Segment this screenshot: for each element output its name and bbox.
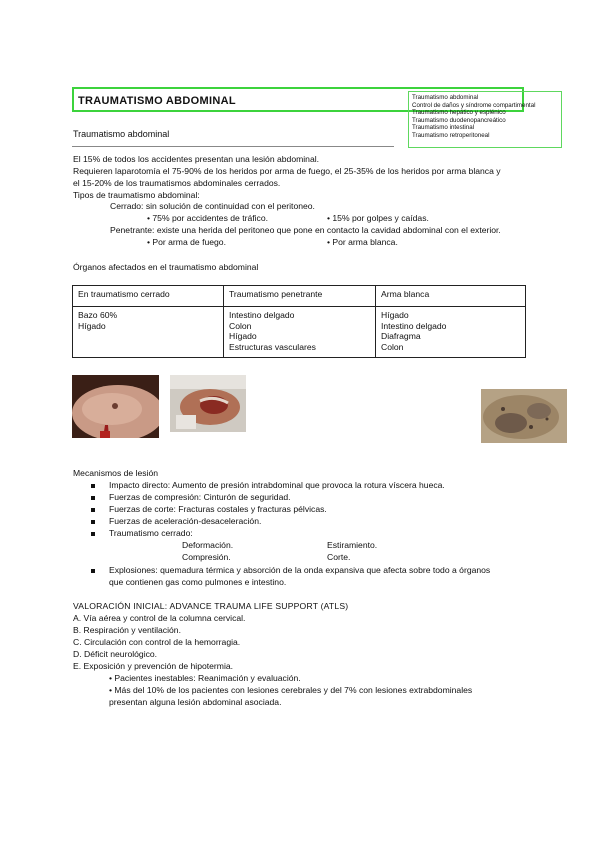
mechanism-item: Impacto directo: Aumento de presión intrabdominal que provoca la rotura víscera hueca. — [109, 480, 445, 490]
toc-item[interactable]: Traumatismo retroperitoneal — [412, 131, 490, 139]
toc-item[interactable]: Traumatismo abdominal — [412, 94, 479, 101]
mechanism-item: Fuerzas de corte: Fracturas costales y fracturas pélvicas. — [109, 504, 327, 514]
bruised-abdomen-photo — [481, 389, 567, 443]
toc-item[interactable]: Traumatismo duodenopancreático — [412, 116, 506, 124]
bullet-icon — [91, 532, 95, 536]
type-penetrating: Penetrante: existe una herida del peritoneo que pone en contacto la cavidad abdominal con el exterior. — [110, 225, 501, 235]
toc-item[interactable]: Control de daños y síndrome compartimental — [412, 101, 536, 109]
table-row — [73, 307, 526, 358]
type-penetrating-item: • Por arma blanca. — [327, 237, 398, 247]
table-cell: Hígado Intestino delgado Diafragma Colon — [376, 307, 526, 358]
type-closed-item: • 15% por golpes y caídas. — [327, 213, 429, 223]
table-cell: Intestino delgado Colon Hígado Estructuras vasculares — [224, 307, 376, 358]
atls-item: A. Vía aérea y control de la columna cervical. — [73, 613, 246, 623]
organs-heading: Órganos afectados en el traumatismo abdominal — [73, 262, 259, 272]
closed-sub-item: Deformación. — [182, 540, 234, 550]
table-cell: Bazo 60% Hígado — [73, 307, 224, 358]
intro-line: Requieren laparotomía el 75-90% de los heridos por arma de fuego, el 25-35% de los heridos por arma blanca y — [73, 166, 501, 176]
atls-item: E. Exposición y prevención de hipotermia. — [73, 661, 234, 671]
atls-sub-item-continued: presentan alguna lesión abdominal asociada. — [109, 697, 282, 707]
mechanisms-heading: Mecanismos de lesión — [73, 468, 159, 478]
closed-sub-item: Corte. — [327, 552, 351, 562]
atls-item: D. Déficit neurológico. — [73, 649, 158, 659]
bullet-icon — [91, 508, 95, 512]
type-closed-item: • 75% por accidentes de tráfico. — [147, 213, 269, 223]
table-header: En traumatismo cerrado — [73, 286, 224, 307]
atls-sub-item: • Más del 10% de los pacientes con lesiones cerebrales y del 7% con lesiones extrabdominales — [109, 685, 473, 695]
atls-sub-item: • Pacientes inestables: Reanimación y evaluación. — [109, 673, 301, 683]
page-title: TRAUMATISMO ABDOMINAL — [78, 95, 236, 107]
type-penetrating-item: • Por arma de fuego. — [147, 237, 226, 247]
toc-item[interactable]: Traumatismo hepático y esplénico — [412, 109, 506, 117]
bullet-icon — [91, 520, 95, 524]
types-heading: Tipos de traumatismo abdominal: — [73, 190, 200, 200]
atls-heading: VALORACIÓN INICIAL: ADVANCE TRAUMA LIFE SUPPORT (ATLS) — [73, 601, 349, 611]
atls-item: C. Circulación con control de la hemorragia. — [73, 637, 241, 647]
closed-sub-item: Estiramiento. — [327, 540, 378, 550]
organs-table — [72, 285, 526, 358]
mechanism-item: Explosiones: quemadura térmica y absorción de la onda expansiva que afecta sobre todo a órganos — [109, 565, 491, 575]
table-header: Arma blanca — [376, 286, 526, 307]
table-of-contents — [412, 94, 535, 140]
mechanism-item: Fuerzas de aceleración-desaceleración. — [109, 516, 262, 526]
mechanism-item: Traumatismo cerrado: — [109, 528, 193, 538]
mechanism-item-continued: que contienen gas como pulmones e intestino. — [109, 577, 287, 587]
mechanism-item: Fuerzas de compresión: Cinturón de seguridad. — [109, 492, 291, 502]
intro-line: El 15% de todos los accidentes presentan una lesión abdominal. — [73, 154, 320, 164]
bullet-icon — [91, 484, 95, 488]
surgical-wound-photo — [170, 375, 246, 432]
type-closed: Cerrado: sin solución de continuidad con el peritoneo. — [110, 201, 315, 211]
closed-sub-item: Compresión. — [182, 552, 231, 562]
divider — [72, 146, 394, 147]
table-header: Traumatismo penetrante — [224, 286, 376, 307]
bullet-icon — [91, 496, 95, 500]
bullet-icon — [91, 569, 95, 573]
atls-item: B. Respiración y ventilación. — [73, 625, 181, 635]
section-title: Traumatismo abdominal — [73, 129, 170, 139]
toc-item[interactable]: Traumatismo intestinal — [412, 124, 475, 132]
intro-line: el 15-20% de los traumatismos abdominales cerrados. — [73, 178, 281, 188]
abdomen-wound-photo — [72, 375, 159, 438]
